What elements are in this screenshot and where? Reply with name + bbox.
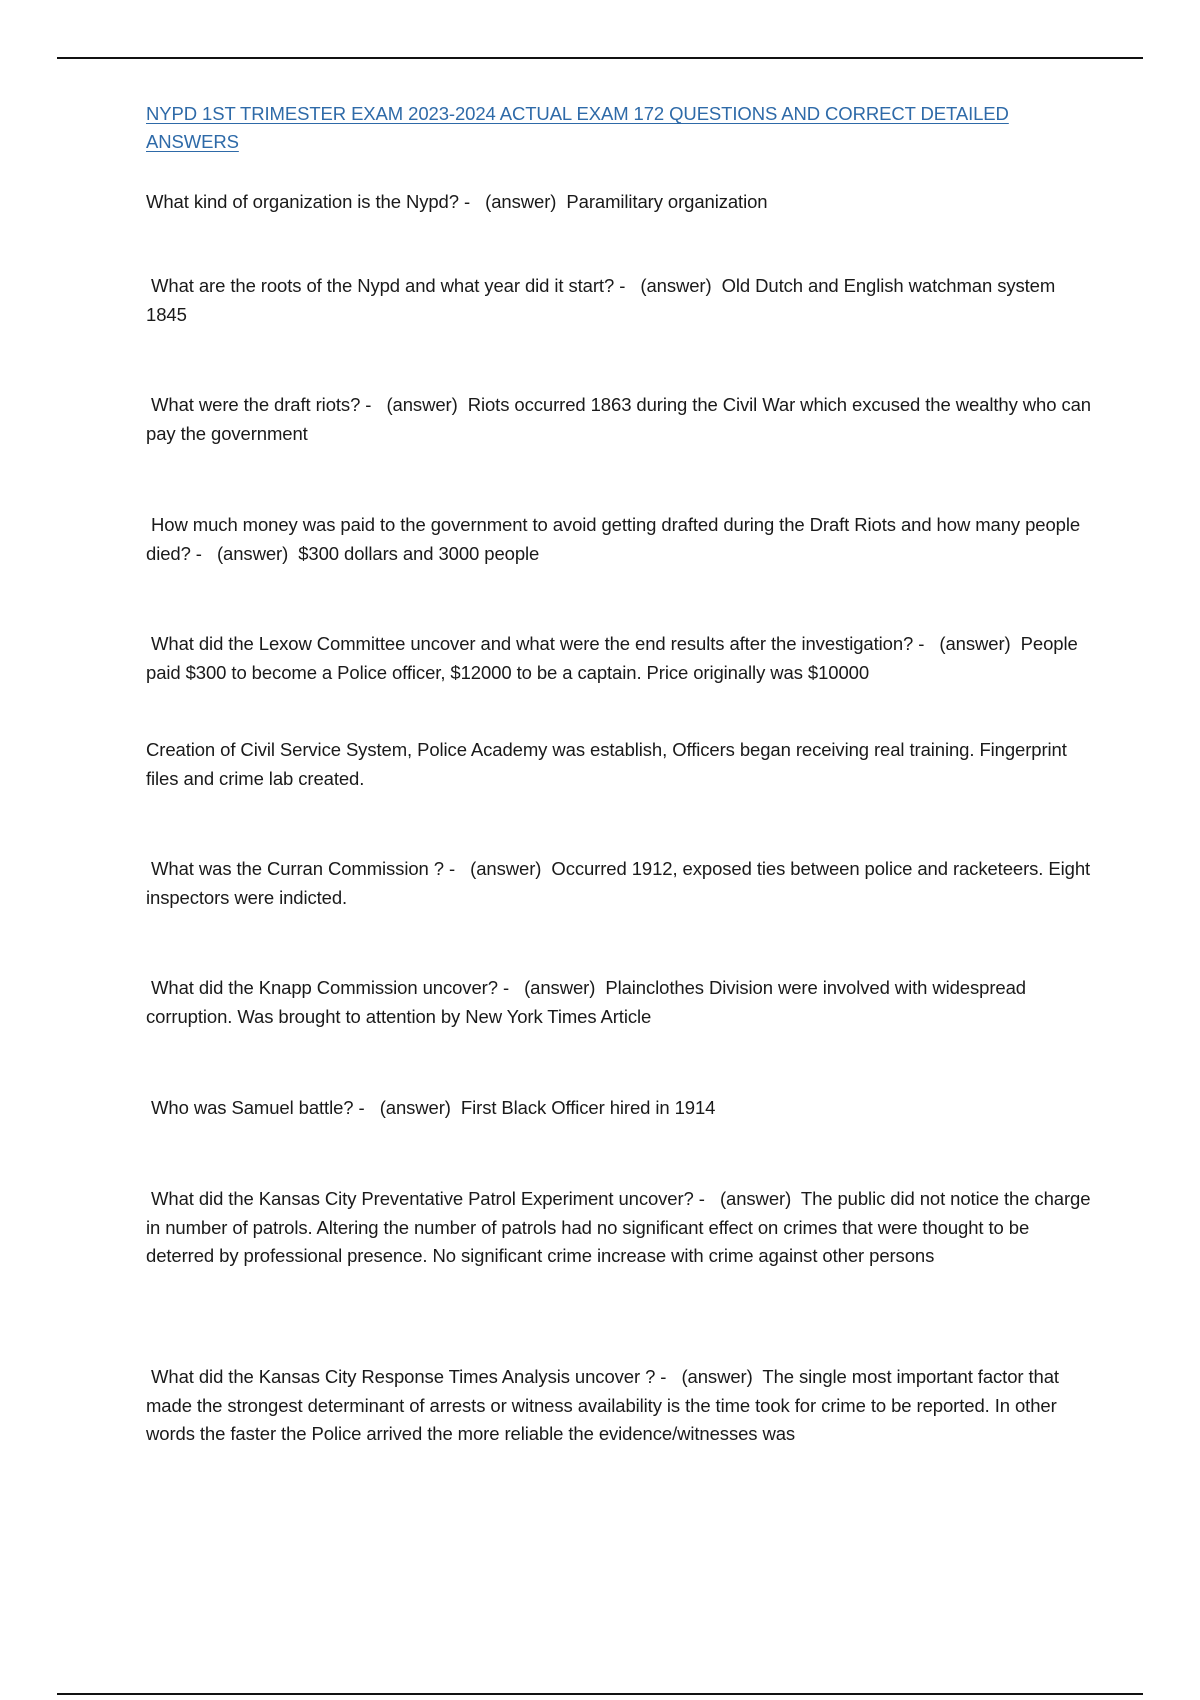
qa-paragraph-7: What was the Curran Commission ? - (answer) Occurred 1912, exposed ties between police and racketeers. Eight inspectors were indicted. <box>146 858 1096 908</box>
qa-paragraph-5: What did the Lexow Committee uncover and what were the end results after the investigation? - (answer) People paid $300 to become a Police officer, $12000 to be a captain. Price originally was $10000 <box>146 633 1083 683</box>
qa-paragraph-6: Creation of Civil Service System, Police Academy was establish, Officers began receiving real training. Fingerprint files and crime lab created. <box>146 739 1072 789</box>
qa-paragraph-3: What were the draft riots? - (answer) Riots occurred 1863 during the Civil War which excused the wealthy who can pay the government <box>146 394 1097 444</box>
qa-paragraph-4: How much money was paid to the government to avoid getting drafted during the Draft Riots and how many people died? - (answer) $300 dollars and 3000 people <box>146 514 1086 564</box>
qa-paragraph-11: What did the Kansas City Response Times Analysis uncover ? - (answer) The single most important factor that made the strongest determinant of arrests or witness availability is the time took for crime to be reported. In other words the faster the Police arrived the more reliable the evidence/witnesses was <box>146 1366 1064 1444</box>
qa-paragraph-2: What are the roots of the Nypd and what year did it start? - (answer) Old Dutch and English watchman system 1845 <box>146 275 1061 325</box>
qa-paragraph-1: What kind of organization is the Nypd? - (answer) Paramilitary organization <box>146 191 768 212</box>
document-body <box>146 100 1097 1444</box>
header-rule <box>57 57 1143 59</box>
document-title-link[interactable]: NYPD 1ST TRIMESTER EXAM 2023-2024 ACTUAL EXAM 172 QUESTIONS AND CORRECT DETAILED ANSWERS <box>146 103 1009 152</box>
qa-paragraph-8: What did the Knapp Commission uncover? - (answer) Plainclothes Division were involved with widespread corruption. Was brought to attention by New York Times Article <box>146 977 1032 1027</box>
qa-paragraph-9: Who was Samuel battle? - (answer) First Black Officer hired in 1914 <box>146 1097 716 1118</box>
qa-paragraph-10: What did the Kansas City Preventative Patrol Experiment uncover? - (answer) The public did not notice the charge in number of patrols. Altering the number of patrols had no significant effect on crimes that were thought to be deterred by professional presence. No significant crime increase with crime against other persons <box>146 1188 1096 1266</box>
footer-rule <box>57 1693 1143 1695</box>
